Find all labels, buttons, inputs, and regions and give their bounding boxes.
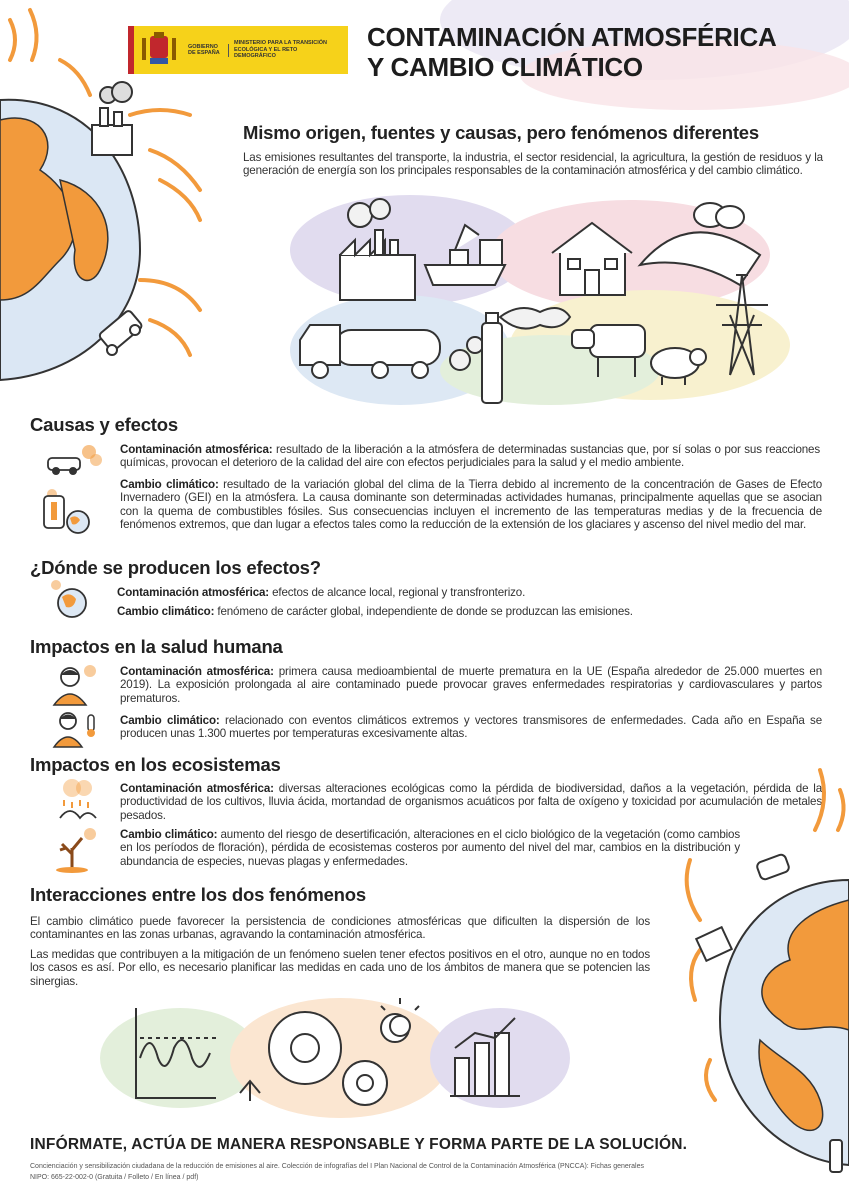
donde-ca-label: Contaminación atmosférica:	[117, 586, 270, 599]
ecosistemas-cc-label: Cambio climático:	[120, 828, 218, 841]
title-line-2: Y CAMBIO CLIMÁTICO	[367, 52, 643, 82]
spray-can-icon	[830, 1140, 842, 1172]
donde-ca-text	[117, 586, 817, 599]
interacciones-heading: Interacciones entre los dos fenómenos	[30, 884, 366, 905]
globe-location-icon	[46, 577, 96, 622]
house-icon	[696, 927, 732, 961]
causas-ca-text	[120, 443, 820, 470]
causas-ca-body: resultado de la liberación a la atmósfera de determinadas sustancias que, por sí solas o por sus reacciones químicas, provocan el deterioro de la calidad del aire con efectos perjudiciales para la salud y el medio ambiente.	[120, 443, 820, 470]
donde-ca-body: efectos de alcance local, regional y transfronterizo.	[269, 586, 526, 599]
person-heat-icon	[54, 711, 100, 747]
interacciones-p1: El cambio climático puede favorecer la persistencia de condiciones atmosféricas que dificulten la dispersión de los contaminantes en las zonas urbanas, agravando la contaminación atmosférica.	[30, 915, 650, 942]
car-pollution-icon	[44, 444, 104, 479]
dry-tree-icon	[52, 826, 102, 872]
salud-cc-label: Cambio climático:	[120, 714, 220, 727]
globe-factory-illustration	[0, 0, 240, 400]
footer-call-to-action: INFÓRMATE, ACTÚA DE MANERA RESPONSABLE Y FORMA PARTE DE LA SOLUCIÓN.	[30, 1136, 688, 1153]
interacciones-p2: Las medidas que contribuyen a la mitigación de un fenómeno suelen tener efectos positivos en el otro, aunque no en todos los casos es así. Por ello, es necesario planificar las medidas en cada uno de los ámbitos de manera que se potencien las sinergias.	[30, 948, 650, 988]
intro-text: Las emisiones resultantes del transporte, la industria, el sector residencial, la agricultura, la gestión de residuos y la generación de energía son los principales responsables de la contaminación atmosférica y del cambio climático.	[243, 151, 823, 178]
donde-cc-body: fenómeno de carácter global, independiente de donde se produzcan las emisiones.	[214, 605, 633, 618]
acid-rain-icon	[50, 778, 100, 820]
title-line-1: CONTAMINACIÓN ATMOSFÉRICA	[367, 22, 777, 52]
causas-heading: Causas y efectos	[30, 414, 178, 435]
salud-ca-text	[120, 665, 822, 705]
footer-collection-text: Concienciación y sensibilización ciudadana de la reducción de emisiones al aire. Colección de infografías del I Plan Nacional de Control de la Contaminación Atmosférica (PNCCA): Fichas generales	[30, 1163, 644, 1170]
ecosistemas-heading: Impactos en los ecosistemas	[30, 754, 281, 775]
donde-cc-label: Cambio climático:	[117, 605, 215, 618]
synergies-illustration	[100, 988, 560, 1120]
factory-icon	[92, 82, 132, 155]
ecosistemas-ca-label: Contaminación atmosférica:	[120, 782, 274, 795]
logo-ministerio-text: MINISTERIO PARA LA TRANSICIÓN ECOLÓGICA Y EL RETO DEMOGRÁFICO	[234, 40, 327, 60]
salud-cc-body: relacionado con eventos climáticos extremos y vectores transmisores de enfermedades. Cada año en España se producen unas 1.300 muertes por temperaturas excesivamente altas.	[120, 714, 822, 741]
cow-icon	[756, 853, 790, 880]
emission-sources-illustration	[290, 195, 790, 410]
donde-cc-text	[117, 605, 817, 618]
causas-cc-body: resultado de la variación global del clima de la Tierra debido al incremento de la concentración de Gases de Efecto Invernadero (GEI) en la atmósfera. La causa dominante son determinadas actividades humanas, principalmente aquellas que se asocian con la quema de combustibles fósiles. Sus consecuencias incluyen el incremento de las temperaturas medias y de la frecuencia de fenómenos extremos, que dan lugar a efectos tales como la reducción de la extensión de los glaciares y ascenso del nivel medio del mar.	[120, 478, 822, 532]
intro-heading: Mismo origen, fuentes y causas, pero fenómenos diferentes	[243, 122, 759, 143]
logo-gobierno-text: GOBIERNO DE ESPAÑA	[188, 44, 229, 57]
page-title	[367, 22, 837, 82]
ecosistemas-cc-body: aumento del riesgo de desertificación, alteraciones en el ciclo biológico de la vegetación (como cambios en los períodos de floración), pérdida de ecosistemas costeros por aumento del nivel del mar, cambios en la distribución y abundancia de especies, nuevas plagas y enfermedades.	[120, 828, 740, 868]
ecosistemas-ca-body: diversas alteraciones ecológicas como la pérdida de biodiversidad, daños a la vegetación, pérdida de la productividad de los cultivos, lluvia ácida, mortandad de organismos acuáticos por falta de oxígeno y toxicidad por acumulación de metales pesados.	[120, 782, 822, 822]
person-coughing-icon	[50, 663, 100, 705]
salud-heading: Impactos en la salud humana	[30, 636, 283, 657]
causas-cc-label: Cambio climático:	[120, 478, 219, 491]
ecosistemas-cc-text	[120, 828, 740, 868]
salud-cc-text	[120, 714, 822, 741]
globe-house-illustration	[670, 760, 849, 1180]
causas-ca-label: Contaminación atmosférica:	[120, 443, 273, 456]
salud-ca-label: Contaminación atmosférica:	[120, 665, 274, 678]
salud-ca-body: primera causa medioambiental de muerte prematura en la UE (España alrededor de 25.000 muertes en 2019). La exposición prolongada al aire contaminado puede provocar graves enfermedades respiratorias y cardiovasculares y partos prematuros.	[120, 665, 822, 705]
donde-heading: ¿Dónde se producen los efectos?	[30, 557, 321, 578]
thermometer-globe-icon	[38, 488, 98, 538]
footer-nipo-text: NIPO: 665-22-002-0 (Gratuita / Folleto / En línea / pdf)	[30, 1174, 199, 1181]
causas-cc-text	[120, 478, 822, 532]
